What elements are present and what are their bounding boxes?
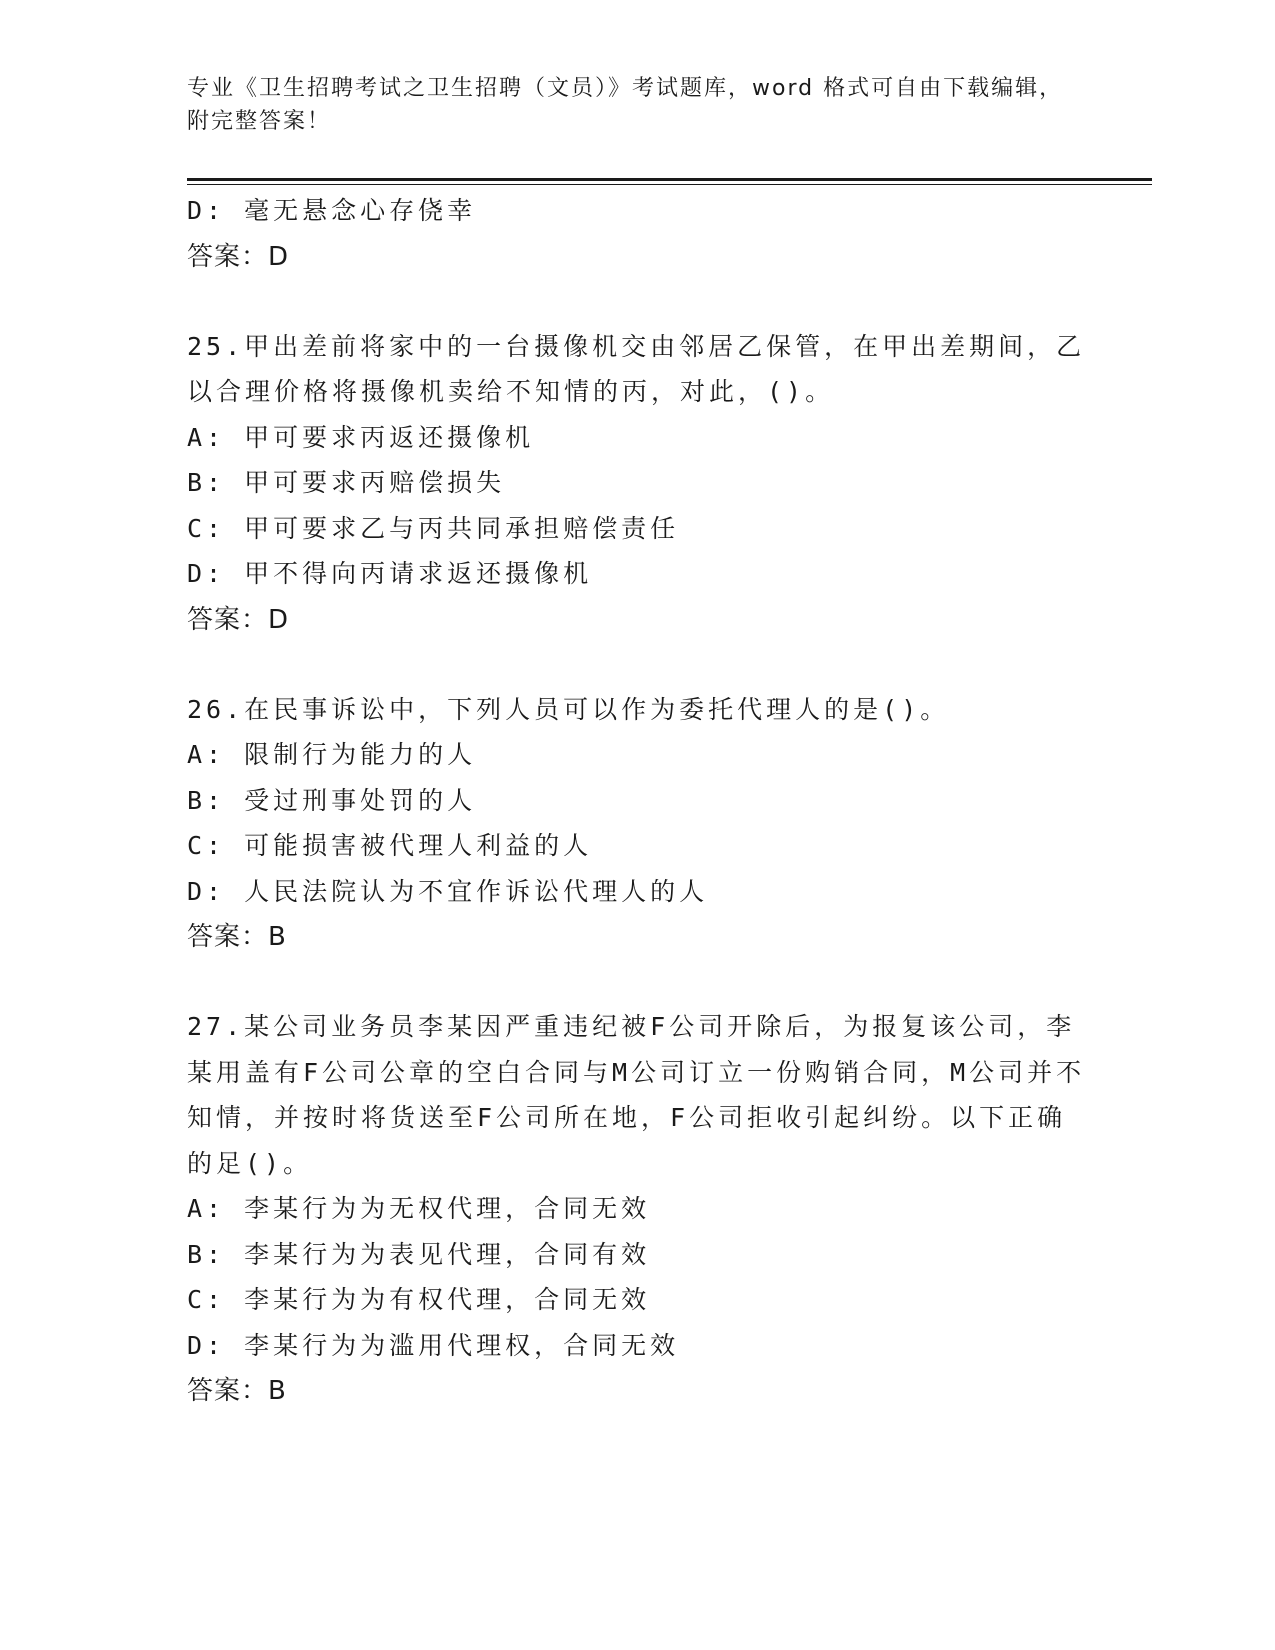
answer-line: 答案：D [187, 604, 290, 635]
option-d: D: 人民法院认为不宜作诉讼代理人的人 [187, 876, 709, 906]
option-b: B: 受过刑事处罚的人 [187, 785, 477, 815]
header-rule-thick [187, 178, 1152, 181]
document-header: 专业《卫生招聘考试之卫生招聘（文员）》考试题库，word 格式可自由下载编辑，附完整答案！ [187, 76, 1064, 134]
previous-question-tail [187, 188, 1087, 280]
option-c: C: 可能损害被代理人利益的人 [187, 831, 593, 860]
option-c: C: 甲可要求乙与丙共同承担赔偿责任 [187, 513, 680, 543]
question-stem: 25.甲出差前将家中的一台摄像机交由邻居乙保管，在甲出差期间，乙以合理价格将摄像机卖给不知情的丙，对此，()。 [187, 331, 1086, 406]
answer-line: 答案：B [187, 1376, 287, 1406]
question-25 [187, 324, 1087, 643]
question-27 [187, 1004, 1087, 1414]
option-c: C: 李某行为为有权代理，合同无效 [187, 1285, 651, 1314]
answer-line: 答案：D [187, 241, 290, 272]
header-rule-thin [187, 184, 1152, 185]
option-a: A: 限制行为能力的人 [187, 740, 477, 769]
document-body [187, 188, 1087, 1414]
option-d: D: 甲不得向丙请求返还摄像机 [187, 559, 593, 588]
spacer [187, 643, 1087, 687]
question-26 [187, 687, 1087, 961]
option-b: B: 甲可要求丙赔偿损失 [187, 468, 506, 497]
spacer [187, 960, 1087, 1004]
option-a: A: 李某行为为无权代理，合同无效 [187, 1194, 651, 1223]
option-b: B: 李某行为为表见代理，合同有效 [187, 1239, 651, 1269]
option-a: A: 甲可要求丙返还摄像机 [187, 422, 535, 452]
question-stem: 26.在民事诉讼中，下列人员可以作为委托代理人的是()。 [187, 694, 950, 724]
option-d: D: 李某行为为滥用代理权，合同无效 [187, 1330, 680, 1360]
option-d: D: 毫无悬念心存侥幸 [187, 196, 477, 225]
question-stem: 27.某公司业务员李某因严重违纪被F公司开除后，为报复该公司，李某用盖有F公司公章的空白合同与M公司订立一份购销合同，M公司并不知情，并按时将货送至F公司所在地，F公司拒收引起纠纷。以下正确的足()。 [187, 1012, 1086, 1178]
answer-line: 答案：B [187, 922, 287, 952]
spacer [187, 280, 1087, 324]
